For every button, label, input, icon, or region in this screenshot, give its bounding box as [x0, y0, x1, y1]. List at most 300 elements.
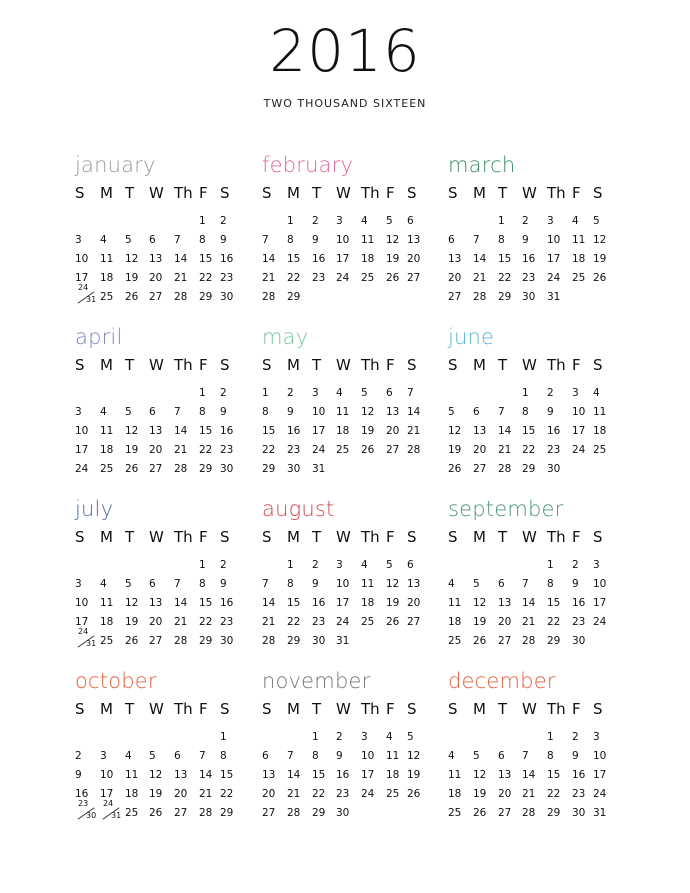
week-row — [75, 403, 245, 422]
weekday-label: W — [149, 528, 164, 546]
day-cell — [361, 804, 386, 823]
day-cell: 23 — [522, 272, 536, 284]
day-cell: 5 — [386, 559, 393, 571]
month-name: may — [262, 325, 309, 349]
weekday-label: T — [498, 184, 508, 202]
day-cell: 16 — [547, 425, 561, 437]
month-name: november — [262, 669, 371, 693]
day-cell: 26 — [386, 272, 400, 284]
weekday-label: F — [386, 700, 395, 718]
day-cell — [174, 212, 199, 231]
day-cell: 29 — [199, 635, 213, 647]
weekday-label: W — [336, 700, 351, 718]
day-cell: 29 — [199, 463, 213, 475]
week-row — [448, 728, 618, 747]
day-cell: 9 — [75, 769, 82, 781]
weekday-label: S — [593, 700, 603, 718]
day-cell: 22 — [220, 788, 234, 800]
day-cell: 7 — [199, 750, 206, 762]
day-cell — [407, 288, 432, 307]
day-cell: 25 — [448, 635, 462, 647]
day-cell: 1 — [547, 731, 554, 743]
week-row — [262, 422, 432, 441]
day-cell: 16 — [312, 253, 326, 265]
day-cell: 15 — [199, 597, 213, 609]
day-cell: 2 — [287, 387, 294, 399]
day-cell: 24 — [336, 272, 350, 284]
weekday-label: S — [448, 184, 458, 202]
day-cell: 16 — [312, 597, 326, 609]
day-cell: 27 — [498, 807, 512, 819]
day-cell: 5 — [125, 578, 132, 590]
weekday-label: M — [287, 184, 300, 202]
day-cell: 7 — [522, 750, 529, 762]
weekday-label: S — [75, 528, 85, 546]
day-cell: 28 — [498, 463, 512, 475]
day-cell: 20 — [149, 444, 163, 456]
weekday-label: F — [386, 528, 395, 546]
day-cell: 15 — [262, 425, 276, 437]
day-cell — [593, 632, 618, 651]
day-cell: 19 — [125, 272, 139, 284]
day-cell — [361, 632, 386, 651]
day-cell: 13 — [149, 597, 163, 609]
day-cell: 11 — [125, 769, 139, 781]
week-row — [448, 441, 618, 460]
weekday-label: T — [312, 528, 322, 546]
day-cell: 14 — [522, 597, 536, 609]
day-cell: 8 — [547, 750, 554, 762]
day-cell: 2 — [336, 731, 343, 743]
day-cell: 14 — [174, 597, 188, 609]
day-cell: 29 — [287, 635, 301, 647]
day-cell: 29 — [312, 807, 326, 819]
weekday-label: F — [199, 528, 208, 546]
week-row — [262, 575, 432, 594]
day-cell: 28 — [262, 635, 276, 647]
weekday-label: M — [100, 528, 113, 546]
month-name: january — [75, 153, 156, 177]
day-cell: 2 — [220, 559, 227, 571]
day-cell: 20 — [498, 616, 512, 628]
day-cell: 15 — [547, 769, 561, 781]
day-cell: 1 — [312, 731, 319, 743]
day-cell: 25 — [448, 807, 462, 819]
month-january — [75, 152, 245, 307]
day-cell: 2 — [75, 750, 82, 762]
day-cell: 23 — [312, 272, 326, 284]
weekday-label: M — [473, 356, 486, 374]
day-cell — [572, 460, 593, 479]
day-cell — [407, 632, 432, 651]
day-cell: 27 — [407, 272, 421, 284]
day-cell: 1 — [287, 215, 294, 227]
day-cell: 13 — [498, 597, 512, 609]
day-cell: 27 — [407, 616, 421, 628]
day-cell: 14 — [473, 253, 487, 265]
weekday-label: T — [312, 356, 322, 374]
day-cell: 9 — [220, 406, 227, 418]
day-cell: 6 — [407, 559, 414, 571]
day-cell: 20 — [448, 272, 462, 284]
weekday-label: W — [522, 700, 537, 718]
day-cell: 3 — [547, 215, 554, 227]
day-cell: 4 — [100, 406, 107, 418]
week-row — [75, 785, 245, 804]
weekday-label: T — [312, 700, 322, 718]
weekday-label: T — [125, 528, 135, 546]
day-cell: 10 — [572, 406, 586, 418]
day-cell: 30 — [220, 291, 234, 303]
day-cell: 3 — [593, 559, 600, 571]
day-cell: 17 — [593, 597, 607, 609]
day-cell: 25 — [100, 291, 114, 303]
day-cell: 14 — [199, 769, 213, 781]
day-cell — [407, 804, 432, 823]
week-row — [448, 804, 618, 823]
weekday-label: S — [407, 356, 417, 374]
split-day-bottom: 30 — [86, 811, 97, 820]
month-july — [75, 496, 245, 651]
weekday-label: S — [448, 700, 458, 718]
day-cell: 24 — [75, 463, 89, 475]
day-cell: 8 — [220, 750, 227, 762]
day-cell: 17 — [75, 616, 89, 628]
day-cell: 13 — [407, 234, 421, 246]
day-cell: 4 — [386, 731, 393, 743]
day-cell: 2 — [572, 731, 579, 743]
week-row — [448, 632, 618, 651]
day-cell: 21 — [287, 788, 301, 800]
day-grid — [448, 212, 618, 307]
weekday-label: M — [287, 700, 300, 718]
day-cell: 9 — [312, 578, 319, 590]
weekday-label: Th — [174, 700, 193, 718]
month-june — [448, 324, 618, 479]
day-cell: 27 — [448, 291, 462, 303]
weekday-label: F — [572, 356, 581, 374]
day-cell: 11 — [336, 406, 350, 418]
day-cell: 14 — [407, 406, 421, 418]
day-cell — [174, 728, 199, 747]
day-cell — [386, 804, 407, 823]
day-cell: 16 — [336, 769, 350, 781]
day-cell: 7 — [174, 234, 181, 246]
day-cell: 30 — [287, 463, 301, 475]
day-cell: 2 — [547, 387, 554, 399]
day-cell: 1 — [199, 387, 206, 399]
day-cell — [473, 212, 498, 231]
day-cell — [473, 384, 498, 403]
weekday-header — [75, 352, 245, 378]
day-cell: 28 — [174, 463, 188, 475]
week-row — [262, 728, 432, 747]
day-cell: 26 — [473, 807, 487, 819]
day-cell: 31 — [547, 291, 561, 303]
day-cell: 1 — [199, 215, 206, 227]
day-cell — [522, 556, 547, 575]
day-cell: 9 — [220, 578, 227, 590]
day-cell: 21 — [522, 616, 536, 628]
day-cell: 21 — [174, 272, 188, 284]
weekday-label: T — [498, 700, 508, 718]
day-cell: 18 — [361, 253, 375, 265]
day-cell: 12 — [125, 425, 139, 437]
day-cell: 25 — [593, 444, 607, 456]
day-cell: 23 — [220, 272, 234, 284]
day-cell: 20 — [407, 597, 421, 609]
week-row — [262, 613, 432, 632]
weekday-label: F — [572, 528, 581, 546]
day-grid — [262, 212, 432, 307]
day-cell: 15 — [220, 769, 234, 781]
day-cell: 17 — [336, 597, 350, 609]
day-cell: 24 — [312, 444, 326, 456]
week-row — [75, 627, 245, 651]
week-row — [448, 250, 618, 269]
week-row — [262, 785, 432, 804]
day-cell: 15 — [522, 425, 536, 437]
month-name: december — [448, 669, 556, 693]
day-cell: 6 — [149, 406, 156, 418]
day-cell: 17 — [312, 425, 326, 437]
day-cell: 12 — [448, 425, 462, 437]
day-cell: 10 — [75, 253, 89, 265]
day-cell: 30 — [572, 807, 586, 819]
weekday-header — [262, 180, 432, 206]
day-cell: 17 — [593, 769, 607, 781]
day-cell: 30 — [220, 463, 234, 475]
day-cell — [262, 556, 287, 575]
day-cell — [448, 728, 473, 747]
weekday-label: M — [473, 528, 486, 546]
day-cell: 27 — [386, 444, 400, 456]
day-cell — [75, 799, 100, 823]
day-cell — [125, 384, 149, 403]
week-row — [75, 460, 245, 479]
day-cell — [174, 556, 199, 575]
weekday-header — [448, 524, 618, 550]
week-row — [75, 283, 245, 307]
weekday-label: S — [448, 528, 458, 546]
day-cell: 6 — [262, 750, 269, 762]
day-cell: 9 — [522, 234, 529, 246]
day-cell: 22 — [287, 272, 301, 284]
day-cell: 11 — [361, 234, 375, 246]
day-cell: 2 — [572, 559, 579, 571]
day-cell: 1 — [262, 387, 269, 399]
weekday-label: S — [220, 528, 230, 546]
day-cell — [100, 384, 125, 403]
day-cell: 28 — [473, 291, 487, 303]
day-cell: 14 — [174, 253, 188, 265]
day-cell: 7 — [174, 406, 181, 418]
week-row — [448, 766, 618, 785]
day-cell: 13 — [149, 253, 163, 265]
day-cell: 3 — [361, 731, 368, 743]
day-cell: 6 — [149, 234, 156, 246]
weekday-label: M — [287, 528, 300, 546]
day-cell: 13 — [386, 406, 400, 418]
day-cell: 24 — [547, 272, 561, 284]
day-cell: 9 — [220, 234, 227, 246]
day-cell — [593, 288, 618, 307]
day-cell — [125, 556, 149, 575]
day-cell: 25 — [361, 272, 375, 284]
day-cell: 27 — [149, 291, 163, 303]
day-cell: 14 — [262, 597, 276, 609]
day-cell: 25 — [100, 635, 114, 647]
week-row — [262, 250, 432, 269]
week-row — [75, 728, 245, 747]
year-title: 2016 — [269, 17, 421, 85]
weekday-label: S — [593, 528, 603, 546]
day-cell: 10 — [593, 578, 607, 590]
day-cell: 29 — [262, 463, 276, 475]
day-cell: 3 — [572, 387, 579, 399]
month-name: february — [262, 153, 354, 177]
month-november — [262, 668, 432, 823]
day-cell: 9 — [312, 234, 319, 246]
day-cell: 6 — [174, 750, 181, 762]
weekday-label: S — [220, 356, 230, 374]
day-cell — [498, 556, 522, 575]
day-cell: 18 — [100, 444, 114, 456]
day-cell: 19 — [361, 425, 375, 437]
day-cell — [386, 288, 407, 307]
weekday-label: Th — [547, 356, 566, 374]
day-cell: 22 — [199, 616, 213, 628]
day-cell: 8 — [262, 406, 269, 418]
week-row — [262, 804, 432, 823]
day-cell: 11 — [100, 253, 114, 265]
week-row — [448, 288, 618, 307]
month-february — [262, 152, 432, 307]
day-cell: 17 — [361, 769, 375, 781]
day-cell: 10 — [75, 597, 89, 609]
day-cell: 12 — [473, 769, 487, 781]
day-cell: 9 — [572, 578, 579, 590]
day-cell: 27 — [149, 463, 163, 475]
day-cell: 23 — [336, 788, 350, 800]
day-cell: 30 — [522, 291, 536, 303]
day-cell: 29 — [522, 463, 536, 475]
day-cell: 22 — [547, 788, 561, 800]
day-cell — [149, 556, 174, 575]
day-cell: 8 — [547, 578, 554, 590]
day-cell: 27 — [473, 463, 487, 475]
day-cell: 30 — [547, 463, 561, 475]
day-cell — [75, 384, 100, 403]
weekday-label: W — [149, 356, 164, 374]
week-row — [448, 613, 618, 632]
day-cell: 21 — [407, 425, 421, 437]
day-cell — [336, 460, 361, 479]
day-cell: 4 — [593, 387, 600, 399]
day-cell: 1 — [522, 387, 529, 399]
day-cell: 5 — [593, 215, 600, 227]
day-cell: 20 — [386, 425, 400, 437]
week-row — [262, 403, 432, 422]
week-row — [75, 799, 245, 823]
split-day — [75, 283, 97, 307]
day-cell: 25 — [125, 807, 139, 819]
weekday-label: Th — [547, 184, 566, 202]
day-cell: 24 — [572, 444, 586, 456]
day-cell: 21 — [262, 616, 276, 628]
day-cell: 29 — [547, 807, 561, 819]
day-cell: 28 — [407, 444, 421, 456]
day-cell: 2 — [522, 215, 529, 227]
day-cell: 4 — [100, 234, 107, 246]
day-cell: 10 — [547, 234, 561, 246]
day-cell: 17 — [75, 444, 89, 456]
day-cell: 3 — [312, 387, 319, 399]
day-cell: 23 — [572, 788, 586, 800]
day-cell: 16 — [572, 769, 586, 781]
day-cell: 12 — [593, 234, 607, 246]
month-march — [448, 152, 618, 307]
weekday-label: W — [336, 184, 351, 202]
week-row — [75, 231, 245, 250]
weekday-label: T — [125, 700, 135, 718]
week-row — [448, 556, 618, 575]
day-cell: 4 — [361, 215, 368, 227]
day-cell: 29 — [498, 291, 512, 303]
weekday-label: M — [473, 184, 486, 202]
weekday-header — [448, 352, 618, 378]
week-row — [262, 212, 432, 231]
day-cell: 10 — [361, 750, 375, 762]
day-cell: 16 — [220, 253, 234, 265]
weekday-label: T — [312, 184, 322, 202]
day-cell: 17 — [572, 425, 586, 437]
day-cell: 8 — [312, 750, 319, 762]
split-day — [75, 627, 97, 651]
day-cell — [100, 728, 125, 747]
day-cell: 4 — [361, 559, 368, 571]
weekday-label: M — [100, 700, 113, 718]
day-cell: 23 — [547, 444, 561, 456]
day-cell: 1 — [547, 559, 554, 571]
day-cell — [473, 556, 498, 575]
weekday-header — [262, 696, 432, 722]
day-cell: 26 — [125, 635, 139, 647]
day-cell: 21 — [473, 272, 487, 284]
day-cell — [75, 556, 100, 575]
day-cell: 30 — [312, 635, 326, 647]
day-cell: 26 — [149, 807, 163, 819]
day-cell — [149, 384, 174, 403]
weekday-label: S — [220, 700, 230, 718]
week-row — [262, 460, 432, 479]
day-cell: 9 — [572, 750, 579, 762]
day-cell: 15 — [199, 253, 213, 265]
weekday-label: S — [75, 356, 85, 374]
week-row — [448, 594, 618, 613]
day-cell: 8 — [287, 578, 294, 590]
day-cell — [448, 212, 473, 231]
week-row — [262, 441, 432, 460]
weekday-label: S — [593, 184, 603, 202]
day-cell — [75, 212, 100, 231]
weekday-label: S — [75, 700, 85, 718]
day-cell: 20 — [174, 788, 188, 800]
day-cell: 18 — [448, 788, 462, 800]
day-cell — [572, 288, 593, 307]
weekday-label: Th — [174, 356, 193, 374]
day-cell: 3 — [100, 750, 107, 762]
